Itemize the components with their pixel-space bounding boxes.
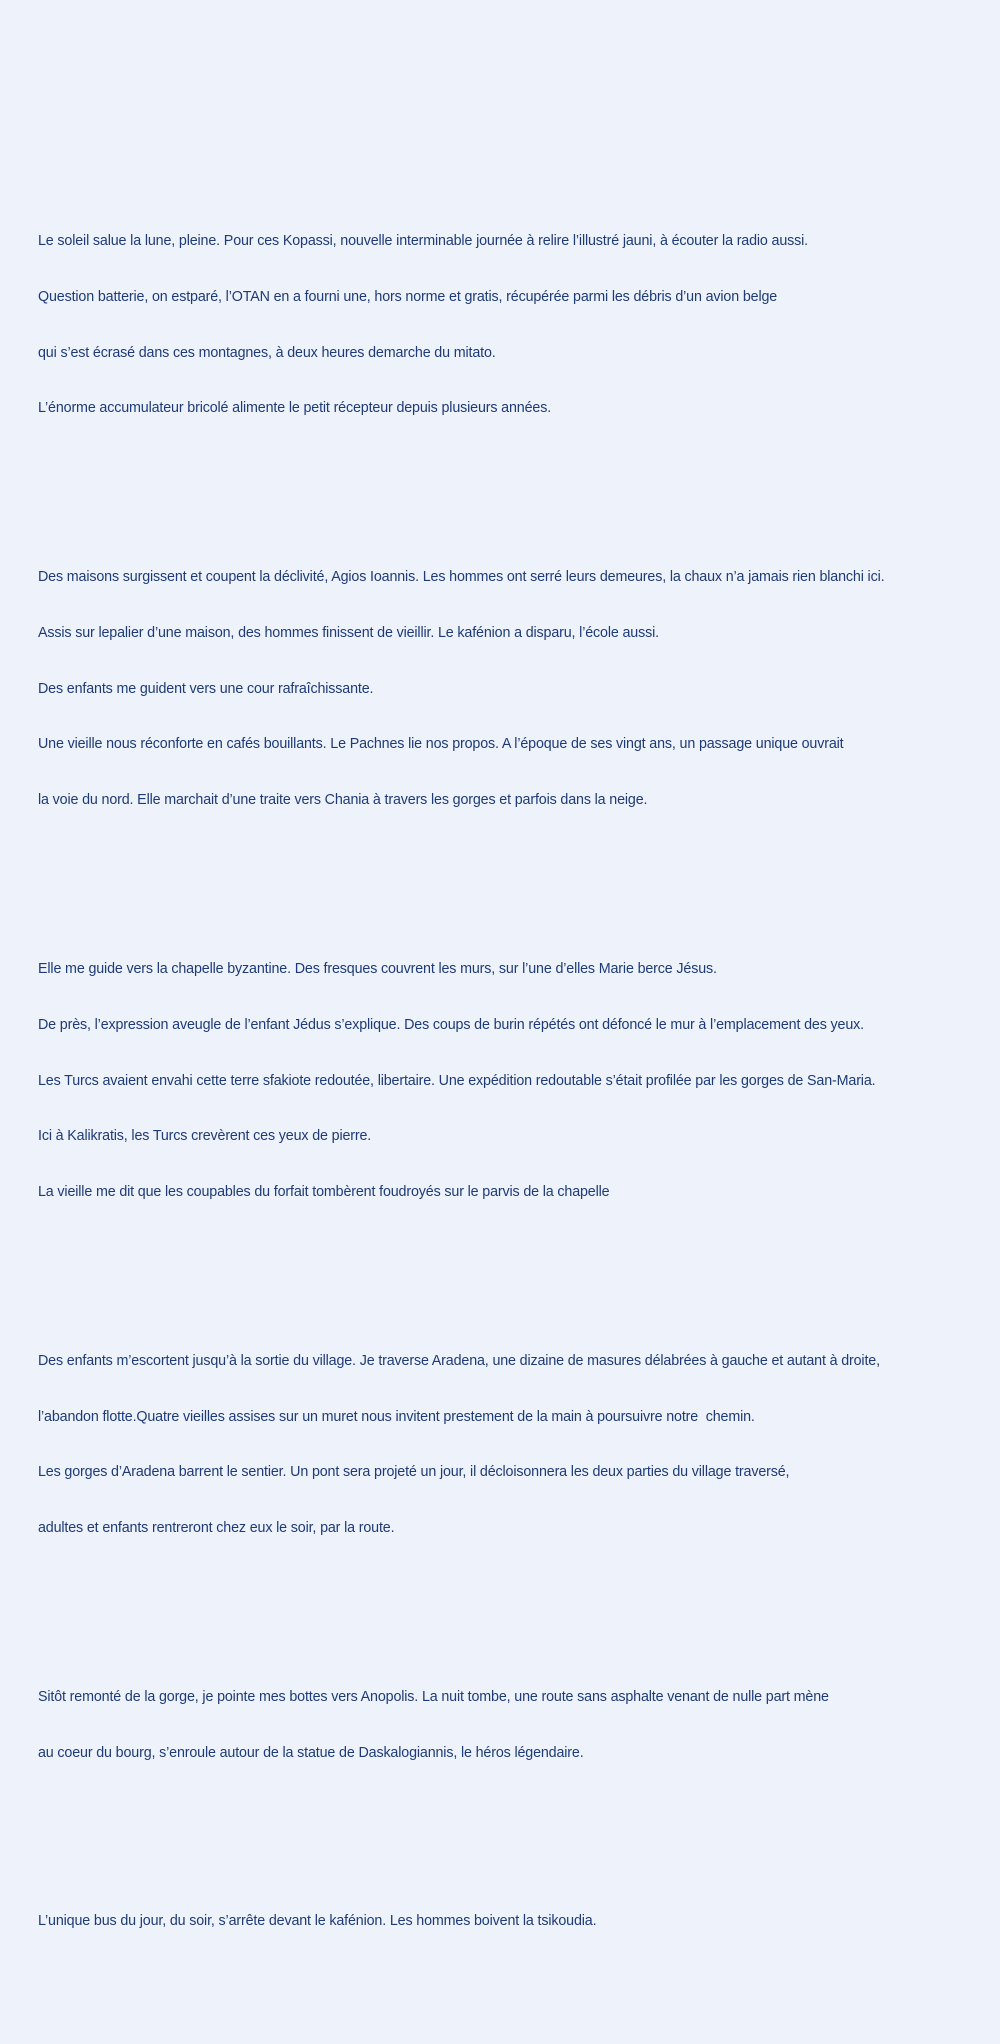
text-line: La vieille me dit que les coupables du forfait tombèrent foudroyés sur le parvis de la chapelle [38,1184,610,1201]
text-line: Sitôt remonté de la gorge, je pointe mes bottes vers Anopolis. La nuit tombe, une route sans asphalte venant de nulle part mène [38,1688,829,1705]
text-line: Question batterie, on estparé, l’OTAN en a fourni une, hors norme et gratis, récupérée parmi les débris d’un avion belge [38,288,778,305]
text-line: la voie du nord. Elle marchait d’une traite vers Chania à travers les gorges et parfois dans la neige. [38,792,648,809]
text-line: Elle me guide vers la chapelle byzantine. Des fresques couvrent les murs, sur l’une d’elles Marie berce Jésus. [38,960,717,977]
text-line: adultes et enfants rentreront chez eux le soir, par la route. [38,1520,395,1537]
paragraph [38,1315,993,1575]
paragraph [38,531,993,847]
paragraph [38,923,993,1239]
text-line: Le soleil salue la lune, pleine. Pour ces Kopassi, nouvelle interminable journée à relire l’illustré jauni, à écouter la radio aussi. [38,232,809,249]
text-line: Des maisons surgissent et coupent la déclivité, Agios Ioannis. Les hommes ont serré leurs demeures, la chaux n’a jamais rien blanchi ici. [38,569,885,586]
text-line: Ici à Kalikratis, les Turcs crevèrent ces yeux de pierre. [38,1128,372,1145]
text-line: De près, l’expression aveugle de l’enfant Jédus s’explique. Des coups de burin répétés ont défoncé le mur à l’emplacement des yeux. [38,1016,864,1033]
text-line: Les gorges d’Aradena barrent le sentier. Un pont sera projeté un jour, il décloisonnera les deux parties du village traversé, [38,1464,790,1481]
text-line: Assis sur lepalier d’une maison, des hommes finissent de vieillir. Le kafénion a disparu, l’école aussi. [38,624,659,641]
text-line: L’unique bus du jour, du soir, s’arrête devant le kafénion. Les hommes boivent la tsikoudia. [38,1913,597,1930]
paragraph [38,1875,993,1968]
text-line: qui s’est écrasé dans ces montagnes, à deux heures demarche du mitato. [38,344,496,361]
text-line: Des enfants me guident vers une cour rafraîchissante. [38,680,374,697]
paragraph [38,195,993,455]
text-line: au coeur du bourg, s’enroule autour de la statue de Daskalogiannis, le héros légendaire. [38,1744,584,1761]
text-body [38,139,993,2044]
text-line: Une vieille nous réconforte en cafés bouillants. Le Pachnes lie nos propos. A l’époque de ses vingt ans, un passage unique ouvrait [38,736,844,753]
text-line: L’énorme accumulateur bricolé alimente le petit récepteur depuis plusieurs années. [38,400,552,417]
text-line: Les Turcs avaient envahi cette terre sfakiote redoutée, libertaire. Une expédition redoutable s’était profilée par les gorges de San-Maria. [38,1072,876,1089]
text-line: l’abandon flotte.Quatre vieilles assises sur un muret nous invitent prestement de la main à poursuivre notre chemin. [38,1408,755,1425]
paragraph [38,1651,993,1800]
text-line: Des enfants m’escortent jusqu’à la sortie du village. Je traverse Aradena, une dizaine de masures délabrées à gauche et autant à droite, [38,1352,880,1369]
